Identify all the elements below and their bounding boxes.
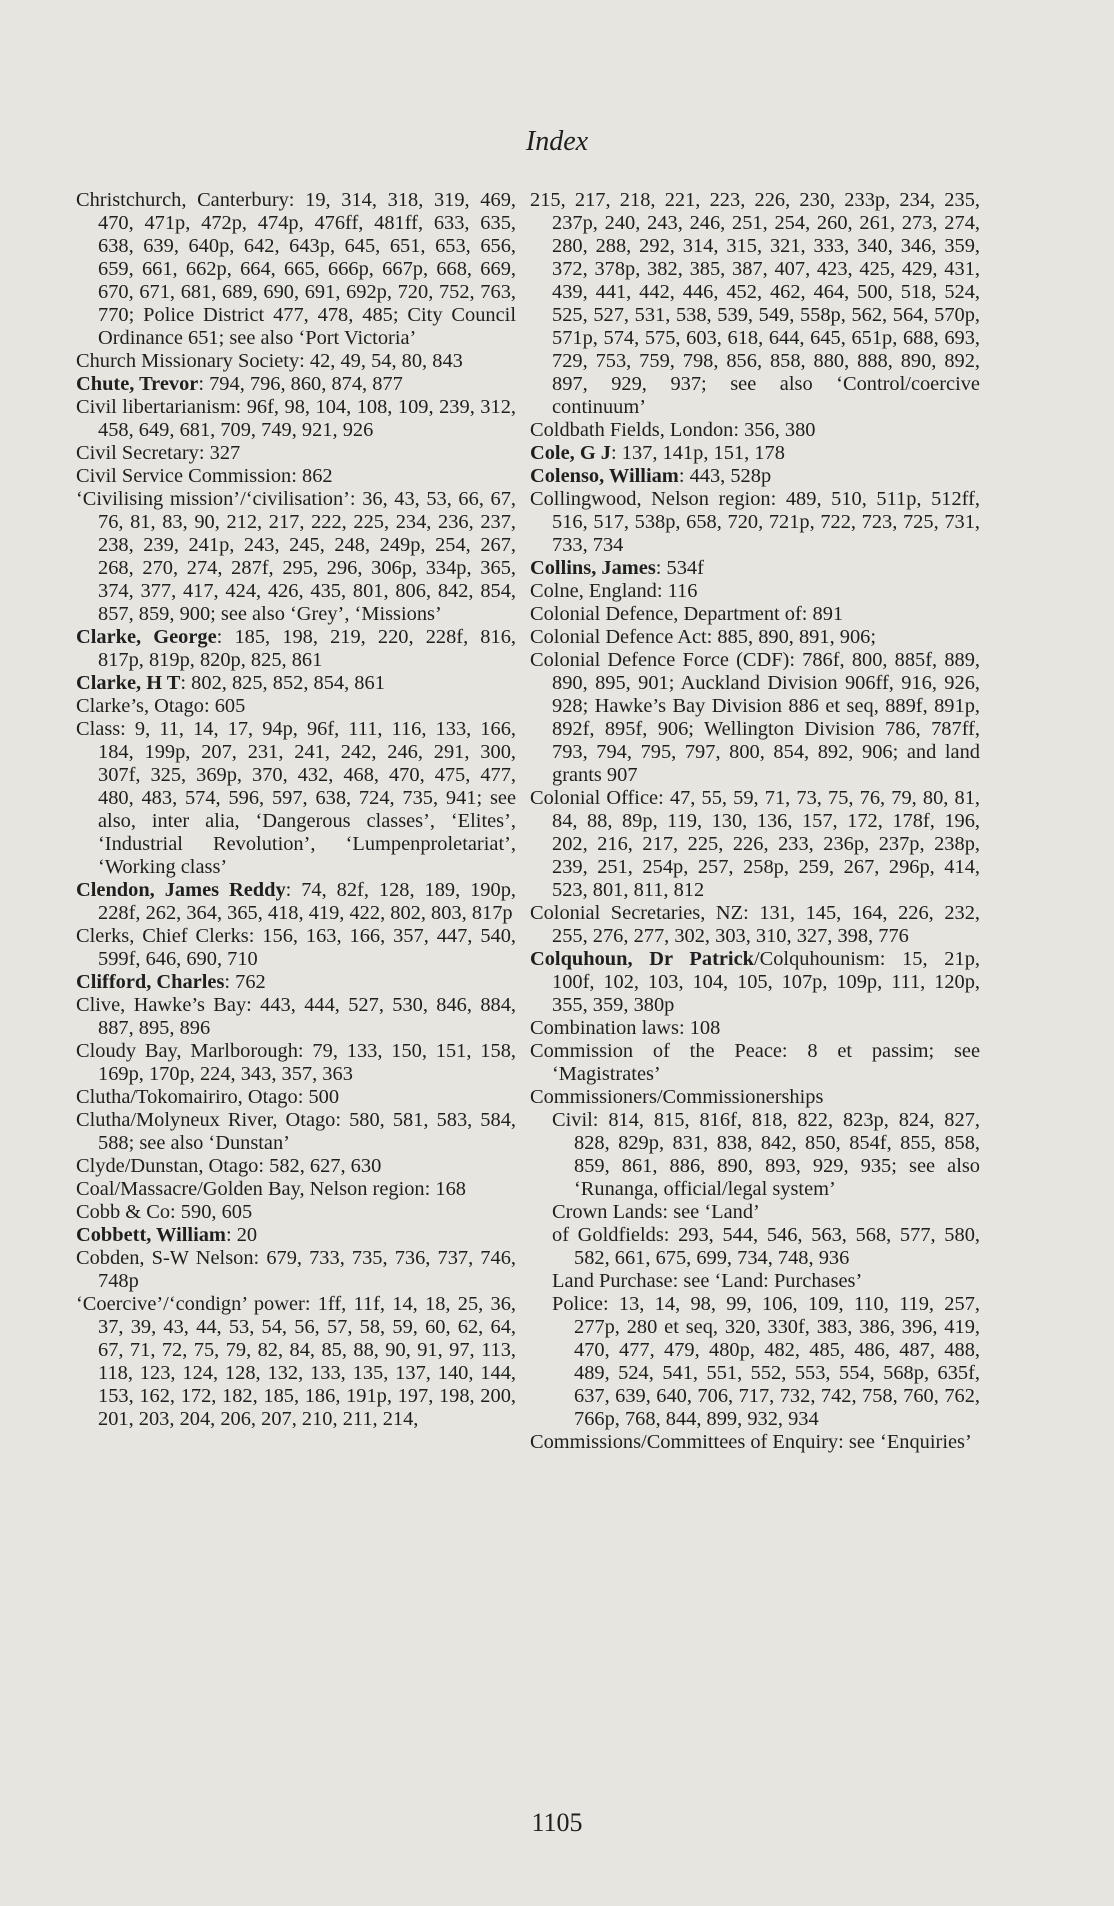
index-entry-heading: Chute, Trevor: [76, 373, 199, 395]
index-entry-text: Civil Service Commission: 862: [76, 465, 333, 487]
index-entry-text: Police: 13, 14, 98, 99, 106, 109, 110, 119, 257, 277p, 280 et seq, 320, 330f, 383, 386, 396, 419, 470, 477, 479, 480p, 482, 485, 486, 487, 488, 489, 524, 541, 551, 552, 553, 554, 568p, 635f, 637, 639, 640, 706, 717, 732, 742, 758, 760, 762, 766p, 768, 844, 899, 932, 934: [552, 1293, 980, 1430]
index-entry: [76, 879, 516, 925]
index-entry: [76, 718, 516, 879]
index-entry-text: Combination laws: 108: [530, 1017, 721, 1039]
index-entry-text: ‘Coercive’/‘condign’ power: 1ff, 11f, 14, 18, 25, 36, 37, 39, 43, 44, 53, 54, 56, 57, 58, 59, 60, 62, 64, 67, 71, 72, 75, 79, 82, 84, 85, 88, 90, 91, 97, 113, 118, 123, 124, 128, 132, 133, 135, 137, 140, 144, 153, 162, 172, 182, 185, 186, 191p, 197, 198, 200, 201, 203, 204, 206, 207, 210, 211, 214,: [76, 1293, 516, 1430]
index-entry-heading: Colquhoun, Dr Patrick: [530, 948, 754, 970]
index-entry-text: Colonial Office: 47, 55, 59, 71, 73, 75, 76, 79, 80, 81, 84, 88, 89p, 119, 130, 136, 157, 172, 178f, 196, 202, 216, 217, 225, 226, 233, 236p, 237p, 238p, 239, 251, 254p, 257, 258p, 259, 267, 296p, 414, 523, 801, 811, 812: [530, 787, 980, 901]
index-entry: [530, 419, 980, 442]
index-entry-text: Commissions/Committees of Enquiry: see ‘Enquiries’: [530, 1431, 972, 1453]
index-entry-text: Land Purchase: see ‘Land: Purchases’: [552, 1270, 863, 1292]
index-entry-text: Clarke’s, Otago: 605: [76, 695, 246, 717]
index-entry: [76, 465, 516, 488]
index-entry-text: Cobden, S-W Nelson: 679, 733, 735, 736, 737, 746, 748p: [76, 1247, 516, 1292]
index-entry: [530, 1040, 980, 1086]
index-entry-text: of Goldfields: 293, 544, 546, 563, 568, 577, 580, 582, 661, 675, 699, 734, 748, 936: [552, 1224, 980, 1269]
index-subentry: [530, 1270, 980, 1293]
index-entry-text: : 185, 198, 219, 220, 228f, 816, 817p, 819p, 820p, 825, 861: [98, 626, 516, 671]
index-entry-heading: Clarke, George: [76, 626, 217, 648]
index-entry: [76, 672, 516, 695]
index-entry-heading: Cobbett, William: [76, 1224, 226, 1246]
page-title: Index: [525, 126, 589, 157]
index-entry: [530, 603, 980, 626]
index-entry-text: Cobb & Co: 590, 605: [76, 1201, 253, 1223]
index-entry-text: Clutha/Tokomairiro, Otago: 500: [76, 1086, 340, 1108]
index-entry: [530, 1431, 980, 1454]
index-entry-text: Clyde/Dunstan, Otago: 582, 627, 630: [76, 1155, 382, 1177]
index-entry: [76, 695, 516, 718]
index-entry: [530, 557, 980, 580]
index-entry-heading: Colenso, William: [530, 465, 679, 487]
index-entry-text: Clerks, Chief Clerks: 156, 163, 166, 357, 447, 540, 599f, 646, 690, 710: [76, 925, 516, 970]
index-entry-text: : 74, 82f, 128, 189, 190p, 228f, 262, 364, 365, 418, 419, 422, 802, 803, 817p: [98, 879, 516, 924]
index-entry-text: Colonial Defence Act: 885, 890, 891, 906;: [530, 626, 877, 648]
index-entry: [530, 948, 980, 1017]
index-entry: [530, 189, 980, 419]
index-entry: [530, 649, 980, 787]
page-number: 1105: [531, 1808, 583, 1837]
index-entry: [76, 373, 516, 396]
index-entry-text: Church Missionary Society: 42, 49, 54, 80, 843: [76, 350, 463, 372]
index-entry: [530, 902, 980, 948]
index-entry: [530, 626, 980, 649]
index-entry-text: : 802, 825, 852, 854, 861: [180, 672, 385, 694]
index-entry: [530, 580, 980, 603]
index-entry: [76, 350, 516, 373]
index-entry-text: : 443, 528p: [678, 465, 772, 487]
index-entry-text: : 794, 796, 860, 874, 877: [198, 373, 403, 395]
index-entry-text: : 20: [225, 1224, 258, 1246]
index-entry-text: Clutha/Molyneux River, Otago: 580, 581, 583, 584, 588; see also ‘Dunstan’: [76, 1109, 516, 1154]
index-entry-heading: Clarke, H T: [76, 672, 181, 694]
index-entry-heading: Cole, G J: [530, 442, 611, 464]
index-subentry: [530, 1224, 980, 1270]
index-column-left: [76, 189, 516, 1431]
index-entry: [76, 396, 516, 442]
index-entry-text: Colonial Defence Force (CDF): 786f, 800, 885f, 889, 890, 895, 901; Auckland Division 906ff, 916, 926, 928; Hawke’s Bay Division 886 et seq, 889f, 891p, 892f, 895f, 906; Wellington Division 786, 787ff, 793, 794, 795, 797, 800, 854, 892, 906; and land grants 907: [530, 649, 980, 786]
index-entry-text: Colonial Secretaries, NZ: 131, 145, 164, 226, 232, 255, 276, 277, 302, 303, 310, 327, 398, 776: [530, 902, 980, 947]
index-entry: [76, 442, 516, 465]
index-entry-text: Coal/Massacre/Golden Bay, Nelson region: 168: [76, 1178, 466, 1200]
index-entry-text: : 534f: [655, 557, 704, 579]
index-entry: [76, 189, 516, 350]
index-entry-heading: Clendon, James Reddy: [76, 879, 286, 901]
index-entry: [530, 442, 980, 465]
index-entry: [76, 971, 516, 994]
index-entry-text: : 762: [224, 971, 266, 993]
index-entry-text: ‘Civilising mission’/‘civilisation’: 36, 43, 53, 66, 67, 76, 81, 83, 90, 212, 217, 222, 225, 234, 236, 237, 238, 239, 241p, 243, 245, 248, 249p, 254, 267, 268, 270, 274, 287f, 295, 296, 306p, 334p, 365, 374, 377, 417, 424, 426, 435, 801, 806, 842, 854, 857, 859, 900; see also ‘Grey’, ‘Missions’: [76, 488, 516, 625]
index-entry-text: Colonial Defence, Department of: 891: [530, 603, 844, 625]
index-entry: [530, 488, 980, 557]
index-entry: [530, 1086, 980, 1109]
index-entry: [76, 1040, 516, 1086]
index-entry-text: Commissioners/Commissionerships: [530, 1086, 824, 1108]
index-entry-text: Cloudy Bay, Marlborough: 79, 133, 150, 151, 158, 169p, 170p, 224, 343, 357, 363: [76, 1040, 516, 1085]
index-entry: [76, 1178, 516, 1201]
index-subentry: [530, 1109, 980, 1201]
index-entry-text: /Colquhounism: 15, 21p, 100f, 102, 103, 104, 105, 107p, 109p, 111, 120p, 355, 359, 380p: [552, 948, 980, 1016]
index-entry-text: Clive, Hawke’s Bay: 443, 444, 527, 530, 846, 884, 887, 895, 896: [76, 994, 516, 1039]
index-entry: [76, 1247, 516, 1293]
index-entry-heading: Clifford, Charles: [76, 971, 225, 993]
index-entry: [530, 465, 980, 488]
index-entry-heading: Collins, James: [530, 557, 656, 579]
index-entry-text: Civil libertarianism: 96f, 98, 104, 108, 109, 239, 312, 458, 649, 681, 709, 749, 921, 926: [76, 396, 516, 441]
index-subentry: [530, 1201, 980, 1224]
index-entry: [76, 1201, 516, 1224]
index-entry-text: Crown Lands: see ‘Land’: [552, 1201, 760, 1223]
index-entry-text: Collingwood, Nelson region: 489, 510, 511p, 512ff, 516, 517, 538p, 658, 720, 721p, 722, 723, 725, 731, 733, 734: [530, 488, 980, 556]
index-entry-text: : 137, 141p, 151, 178: [611, 442, 785, 464]
index-entry-text: Coldbath Fields, London: 356, 380: [530, 419, 816, 441]
index-entry: [76, 626, 516, 672]
index-entry-text: 215, 217, 218, 221, 223, 226, 230, 233p, 234, 235, 237p, 240, 243, 246, 251, 254, 260, 261, 273, 274, 280, 288, 292, 314, 315, 321, 333, 340, 346, 359, 372, 378p, 382, 385, 387, 407, 423, 425, 429, 431, 439, 441, 442, 446, 452, 462, 464, 500, 518, 524, 525, 527, 531, 538, 539, 549, 558p, 562, 564, 570p, 571p, 574, 575, 603, 618, 644, 645, 651p, 688, 693, 729, 753, 759, 798, 856, 858, 880, 888, 890, 892, 897, 929, 937; see also ‘Control/coercive continuum’: [530, 189, 980, 418]
index-entry: [76, 994, 516, 1040]
index-entry-text: Civil Secretary: 327: [76, 442, 241, 464]
index-entry-text: Christchurch, Canterbury: 19, 314, 318, 319, 469, 470, 471p, 472p, 474p, 476ff, 481ff, 633, 635, 638, 639, 640p, 642, 643p, 645, 651, 653, 656, 659, 661, 662p, 664, 665, 666p, 667p, 668, 669, 670, 671, 681, 689, 690, 691, 692p, 720, 752, 763, 770; Police District 477, 478, 485; City Council Ordinance 651; see also ‘Port Victoria’: [76, 189, 516, 349]
index-entry-text: Class: 9, 11, 14, 17, 94p, 96f, 111, 116, 133, 166, 184, 199p, 207, 231, 241, 242, 246, 291, 300, 307f, 325, 369p, 370, 432, 468, 470, 475, 477, 480, 483, 574, 596, 597, 638, 724, 735, 941; see also, inter alia, ‘Dangerous classes’, ‘Elites’, ‘Industrial Revolution’, ‘Lumpenproletariat’, ‘Working class’: [76, 718, 516, 878]
index-subentry: [530, 1293, 980, 1431]
index-entry-text: Civil: 814, 815, 816f, 818, 822, 823p, 824, 827, 828, 829p, 831, 838, 842, 850, 854f, 855, 858, 859, 861, 886, 890, 893, 929, 935; see also ‘Runanga, official/legal system’: [552, 1109, 980, 1200]
index-column-right: [530, 189, 980, 1454]
index-entry-text: Commission of the Peace: 8 et passim; see ‘Magistrates’: [530, 1040, 980, 1085]
index-entry: [76, 1293, 516, 1431]
index-entry: [76, 488, 516, 626]
index-entry: [76, 1155, 516, 1178]
index-entry: [76, 1224, 516, 1247]
index-entry: [76, 925, 516, 971]
index-entry: [530, 1017, 980, 1040]
index-entry: [530, 787, 980, 902]
index-entry: [76, 1109, 516, 1155]
index-entry: [76, 1086, 516, 1109]
index-entry-text: Colne, England: 116: [530, 580, 698, 602]
